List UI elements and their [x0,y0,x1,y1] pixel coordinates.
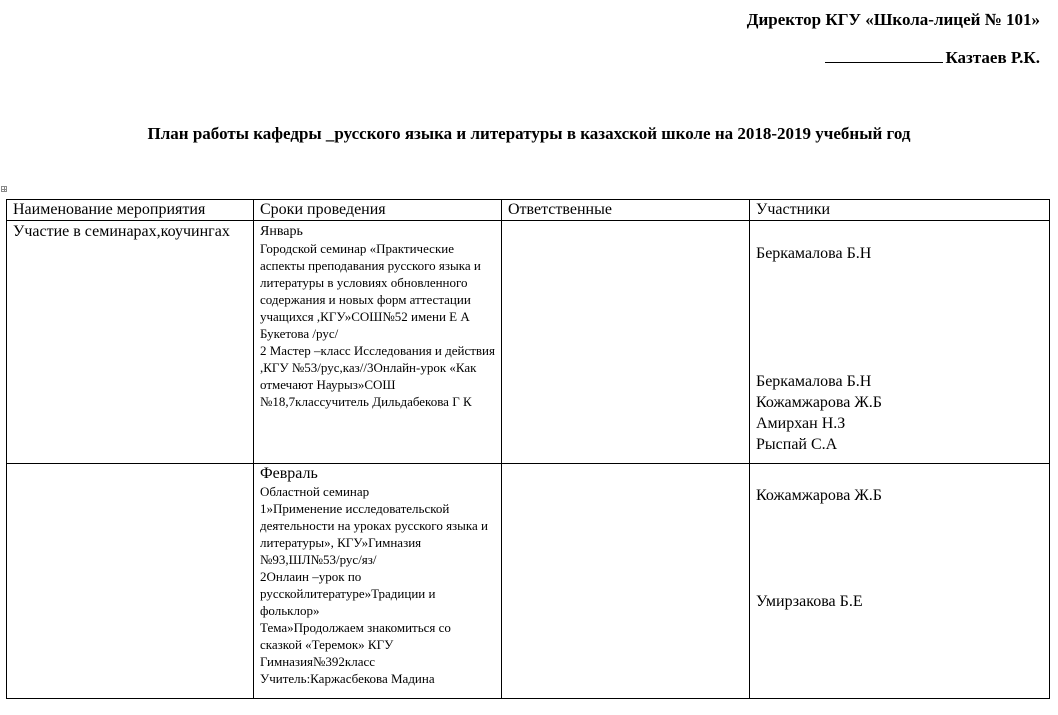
dates-cell[interactable] [254,221,502,464]
signature-block [825,48,1040,68]
event-text: 1»Применение исследовательской деятельности на уроках русского языка и литературы», КГУ»Гимназия №93,ШЛ№53/рус/яз/ [260,501,489,567]
month-label: Февраль [260,465,318,482]
signature-line [825,48,943,63]
event-text: Городской семинар «Практические аспекты преподавания русского языка и литературы в условиях обновленного содержания и новых форм аттестации учащихся ,КГУ»СОШ№52 имени Е А Букетова /рус/ [260,241,481,341]
event-text: Тема»Продолжаем знакомиться со сказкой «Теремок» КГУ Гимназия№392класс [260,620,451,669]
month-label: Январь [260,224,303,239]
participant-name: Кожамжарова Ж.Б [756,487,882,504]
participants-cell[interactable] [750,464,1050,699]
table-row [7,464,1050,699]
event-text: Областной семинар [260,484,370,499]
table-move-handle-icon[interactable] [1,186,7,192]
participants-cell[interactable] [750,221,1050,464]
responsible-cell[interactable] [502,221,750,464]
participant-name: Беркамалова Б.Н [756,245,872,262]
participant-name: Беркамалова Б.Н [756,373,872,390]
event-text: 2Онлаин –урок по русскойлитературе»Традиции и фольклор» [260,569,436,618]
responsible-cell[interactable] [502,464,750,699]
column-header-participants: Участники [750,200,1050,221]
participant-name: Амирхан Н.З [756,415,846,432]
participant-name: Умирзакова Б.Е [756,593,863,610]
column-header-responsible: Ответственные [502,200,750,221]
participant-name: Кожамжарова Ж.Б [756,394,882,411]
activity-cell[interactable]: Участие в семинарах,коучингах [7,221,254,464]
dates-cell[interactable] [254,464,502,699]
event-text: Учитель:Каржасбекова Мадина [260,671,435,686]
column-header-activity: Наименование мероприятия [7,200,254,221]
director-name: Казтаев Р.К. [945,48,1040,67]
activity-cell[interactable] [7,464,254,699]
document-title: План работы кафедры _русского языка и литературы в казахской школе на 2018-2019 учебный год [147,124,911,143]
participant-name: Рыспай С.А [756,436,838,453]
plan-table [6,199,1050,699]
table-row [7,221,1050,464]
column-header-dates: Сроки проведения [254,200,502,221]
event-text: 2 Мастер –класс Исследования и действия ,КГУ №53/рус,каз//3Онлайн-урок «Как отмечают Наурыз»СОШ №18,7классучитель Дильдабекова Г К [260,343,495,409]
director-heading: Директор КГУ «Школа-лицей № 101» [746,10,1040,29]
table-header-row [7,200,1050,221]
